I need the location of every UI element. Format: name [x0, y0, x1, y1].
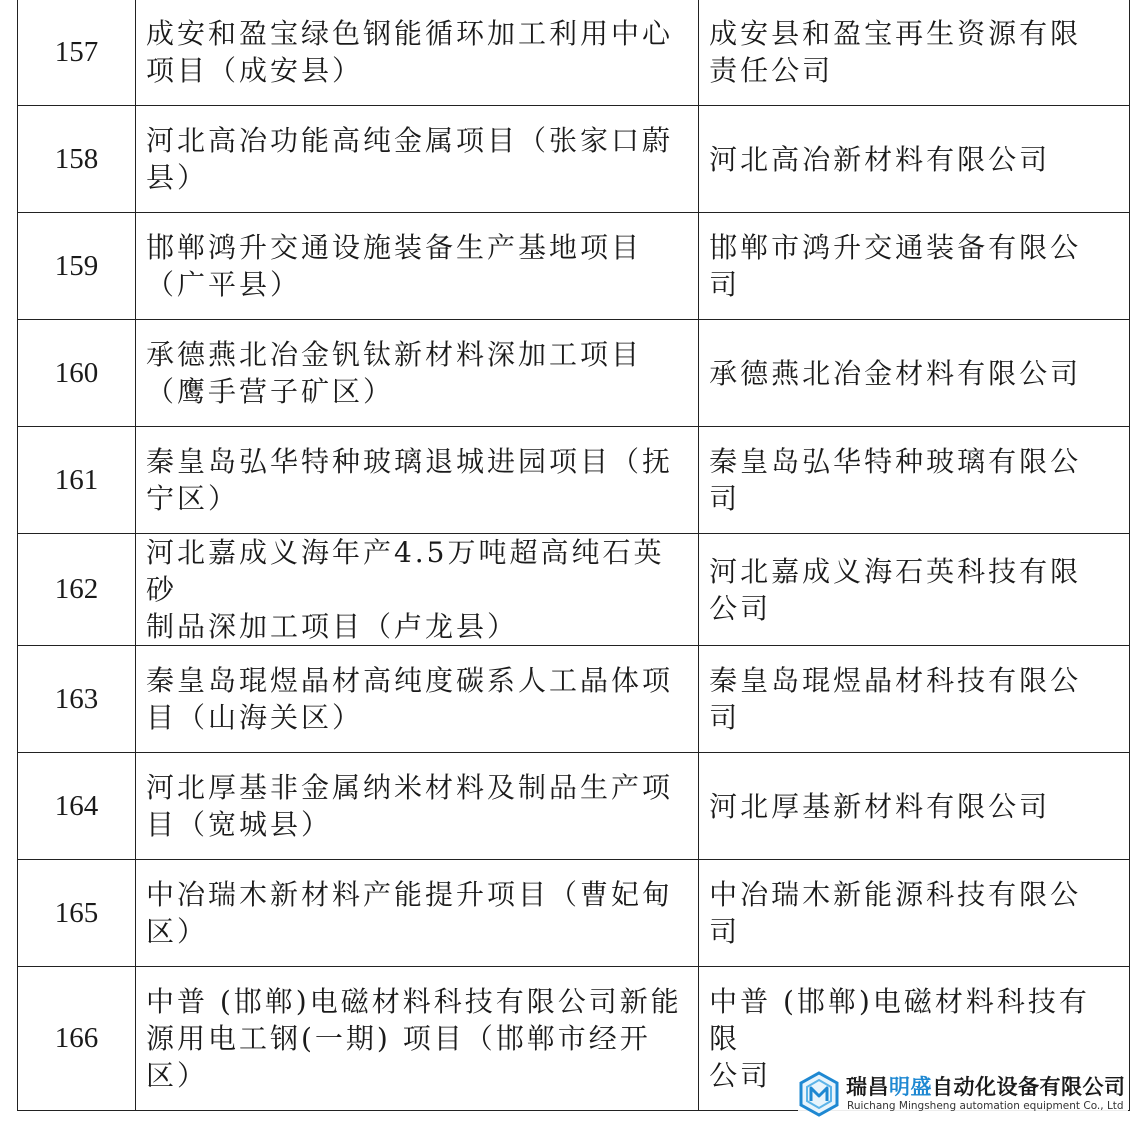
company-cell [699, 534, 1130, 646]
row-number: 157 [18, 0, 136, 106]
project-cell [135, 0, 698, 106]
project-name: 中冶瑞木新材料产能提升项目（曹妃甸 区） [145, 878, 673, 948]
table-row [18, 106, 1130, 213]
row-number: 158 [18, 106, 136, 213]
project-cell [135, 860, 698, 967]
row-number: 166 [18, 967, 136, 1111]
hexagon-logo-icon [798, 1071, 840, 1117]
row-number: 163 [18, 646, 136, 753]
project-cell [135, 753, 698, 860]
project-cell [135, 213, 698, 320]
company-cell [699, 646, 1130, 753]
row-number: 161 [18, 427, 136, 534]
company-name: 河北厚基新材料有限公司 [709, 789, 1051, 823]
table-row [18, 320, 1130, 427]
company-name: 承德燕北冶金材料有限公司 [709, 356, 1082, 390]
company-cell [699, 753, 1130, 860]
project-name: 河北嘉成义海年产4.5万吨超高纯石英砂 制品深加工项目（卢龙县） [145, 536, 665, 643]
company-cell [699, 0, 1130, 106]
table-row [18, 213, 1130, 320]
company-name: 中普 (邯郸)电磁材料科技有限 公司 [709, 985, 1090, 1092]
table-row [18, 427, 1130, 534]
watermark-english-name: Ruichang Mingsheng automation equipment Co., Ltd [847, 1100, 1124, 1112]
project-name: 河北高冶功能高纯金属项目（张家口蔚 县） [145, 124, 673, 194]
company-name: 中冶瑞木新能源科技有限公 司 [709, 878, 1082, 948]
company-cell [699, 320, 1130, 427]
row-number: 165 [18, 860, 136, 967]
project-cell [135, 106, 698, 213]
table-row [18, 0, 1130, 106]
project-cell [135, 646, 698, 753]
project-cell [135, 967, 698, 1111]
watermark-company-name [846, 1071, 1126, 1101]
table-row [18, 534, 1130, 646]
name-suffix: 自动化设备有限公司 [932, 1075, 1126, 1099]
company-cell [699, 213, 1130, 320]
project-name: 邯郸鸿升交通设施装备生产基地项目 （广平县） [145, 231, 642, 301]
project-cell [135, 427, 698, 534]
company-name: 河北嘉成义海石英科技有限 公司 [709, 554, 1082, 625]
project-name: 中普 (邯郸)电磁材料科技有限公司新能 源用电工钢(一期) 项目（邯郸市经开 区） [145, 985, 682, 1092]
name-prefix: 瑞昌 [846, 1075, 889, 1099]
company-name: 邯郸市鸿升交通装备有限公 司 [709, 231, 1082, 301]
table-row [18, 860, 1130, 967]
company-watermark [798, 1069, 1128, 1119]
project-name: 承德燕北冶金钒钛新材料深加工项目 （鹰手营子矿区） [145, 338, 642, 408]
row-number: 162 [18, 534, 136, 646]
project-table [17, 0, 1130, 1111]
project-cell [135, 534, 698, 646]
project-cell [135, 320, 698, 427]
name-highlight: 明盛 [889, 1075, 932, 1099]
project-name: 河北厚基非金属纳米材料及制品生产项 目（宽城县） [145, 771, 673, 841]
row-number: 160 [18, 320, 136, 427]
company-name: 河北高冶新材料有限公司 [709, 142, 1051, 176]
company-name: 成安县和盈宝再生资源有限 责任公司 [709, 17, 1082, 87]
company-cell [699, 106, 1130, 213]
company-name: 秦皇岛弘华特种玻璃有限公 司 [709, 445, 1082, 515]
company-cell [699, 860, 1130, 967]
company-cell [699, 427, 1130, 534]
project-name: 秦皇岛弘华特种玻璃退城进园项目（抚 宁区） [145, 445, 673, 515]
row-number: 164 [18, 753, 136, 860]
table-row [18, 753, 1130, 860]
row-number: 159 [18, 213, 136, 320]
table-row [18, 646, 1130, 753]
company-name: 秦皇岛琨煜晶材科技有限公 司 [709, 664, 1082, 734]
project-name: 成安和盈宝绿色钢能循环加工利用中心 项目（成安县） [145, 17, 673, 87]
project-name: 秦皇岛琨煜晶材高纯度碳系人工晶体项 目（山海关区） [145, 664, 673, 734]
